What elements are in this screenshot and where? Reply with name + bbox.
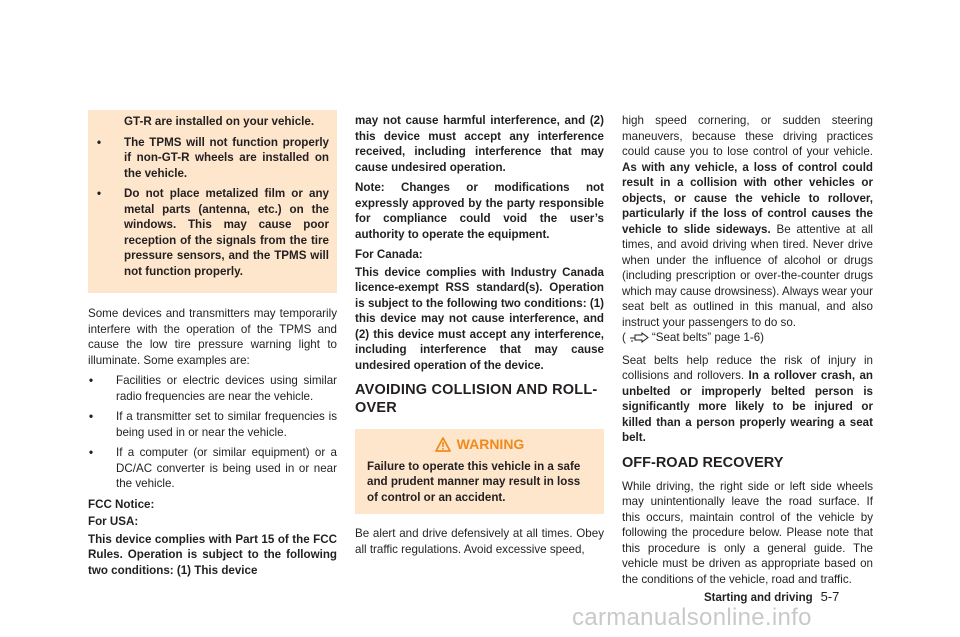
usa-compliance-text: This device complies with Part 15 of the FCC Rules. Operation is subject to the following two conditions: (1) This device	[88, 532, 337, 577]
list-item: • Facilities or electric devices using similar radio frequencies are near the vehicle.	[89, 374, 337, 403]
list-item: • If a computer (or similar equipment) or a DC/AC converter is being used in or near the vehicle.	[89, 446, 337, 490]
footer-section-name: Starting and driving	[704, 592, 813, 604]
caution-box-continued	[88, 110, 337, 293]
watermark: carmanualsonline.info	[572, 604, 812, 631]
modification-note: Note: Changes or modifications not expressly approved by the party responsible for compliance could void the user’s authority to operate the equipment.	[355, 181, 604, 241]
interference-intro: Some devices and transmitters may temporarily interfere with the operation of the TPMS and cause the low tire pressure warning light to illuminate. Some examples are:	[88, 307, 337, 367]
column-3	[622, 113, 873, 592]
column-1	[88, 113, 337, 583]
usa-compliance-continued: may not cause harmful interference, and (2) this device must accept any interference received, including interference that may cause undesired operation.	[355, 114, 604, 174]
page-number: 5-7	[820, 589, 840, 604]
fcc-notice-heading: FCC Notice:	[88, 497, 155, 511]
box-continuation-text: GT-R are installed on your vehicle.	[124, 115, 315, 128]
warning-header	[355, 429, 604, 459]
seat-belts-reference[interactable]: “Seat belts” page 1-6)	[651, 331, 765, 344]
list-item: • If a transmitter set to similar frequencies is being used in or near the vehicle.	[89, 410, 337, 439]
page-footer	[704, 589, 839, 604]
collision-paragraph: high speed cornering, or sudden steering maneuvers, because these driving practices could cause you to lose control of your vehicle. As with any vehicle, a loss of control could result in a collision with other vehicles or objects, or cause the vehicle to rollover, particularly if the loss of control causes the vehicle to slide sideways. Be attentive at all times, and avoid driving when tired. Never drive when under the influence of alcohol or drugs (including prescription or over-the-counter drugs which may cause drowsiness). Always wear your seat belt as outlined in this manual, and also instruct your passengers to do so. ( “Seat belts” page 1-6)	[622, 113, 873, 348]
canada-compliance-text: This device complies with Industry Canada licence-exempt RSS standard(s). Operation is subject to the following two conditions: (1) this device may not cause interference, and (2) this device must accept any interference, including interference that may cause undesired operation of the device.	[355, 265, 604, 372]
section-heading-collision: AVOIDING COLLISION AND ROLL-OVER	[355, 382, 598, 416]
box-bullet-item: • The TPMS will not function properly if non-GT-R wheels are installed on the vehicle.	[97, 135, 329, 180]
bullet-icon: •	[97, 135, 102, 149]
box-bullet-list	[96, 135, 329, 280]
section-heading-off-road: OFF-ROAD RECOVERY	[622, 454, 784, 471]
seat-belt-paragraph: Seat belts help reduce the risk of injury in collisions and rollovers. In a rollover crash, an unbelted or improperly belted person is significantly more likely to be injured or killed than a person properly wearing a seat belt.	[622, 353, 873, 444]
box-bullet-item: • Do not place metalized film or any metal parts (antenna, etc.) on the windows. This may cause poor reception of the signals from the tire pressure sensors, and the TPMS will not function properly.	[97, 187, 329, 278]
column-2	[355, 113, 604, 562]
for-usa-heading: For USA:	[88, 515, 139, 528]
collision-body-text: Be alert and drive defensively at all times. Obey all traffic regulations. Avoid excessive speed,	[355, 527, 604, 556]
bullet-icon: •	[89, 374, 94, 387]
warning-box	[355, 429, 604, 514]
off-road-paragraph: While driving, the right side or left side wheels may unintentionally leave the road surface. If this occurs, maintain control of the vehicle by following the procedure below. Please note that this procedure is only a general guide. The vehicle must be driven as appropriate based on the conditions of the vehicle, road and traffic.	[622, 479, 873, 586]
bullet-icon: •	[97, 187, 102, 200]
interference-examples-list	[88, 373, 337, 492]
bullet-icon: •	[89, 446, 94, 459]
warning-text: Failure to operate this vehicle in a safe and prudent manner may result in loss of control or an accident.	[367, 459, 581, 504]
warning-triangle-icon	[435, 437, 451, 452]
for-canada-heading: For Canada:	[355, 248, 423, 261]
reference-page-icon	[629, 332, 649, 348]
bullet-icon: •	[89, 410, 94, 423]
warning-title: WARNING	[456, 436, 525, 452]
